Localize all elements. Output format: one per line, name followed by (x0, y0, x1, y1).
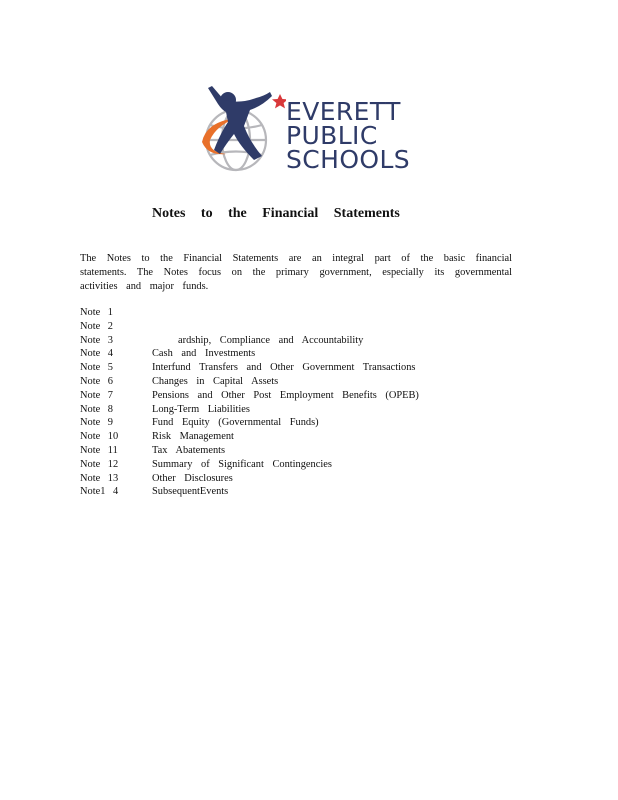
note-title: Pensions and Other Post Employment Benefits (OPEB) (152, 389, 419, 401)
note-number: Note 3 (80, 334, 113, 346)
intro-paragraph: The Notes to the Financial Statements are an integral part of the basic financial statements. The Notes focus on the primary government, especially its governmental activities and major funds. (80, 253, 512, 292)
page-title: Notes to the Financial Statements (152, 206, 400, 221)
list-item (80, 334, 500, 348)
list-item (80, 458, 500, 472)
list-item (80, 403, 500, 417)
logo-line-everett: EVERETT (286, 97, 401, 126)
note-number: Note 5 (80, 362, 113, 374)
note-number: Note 4 (80, 348, 113, 360)
notes-list (80, 306, 500, 499)
logo-wordmark (286, 97, 411, 174)
list-item (80, 320, 500, 334)
note-number: Note 7 (80, 389, 113, 401)
note-number: Note 1 (80, 307, 113, 318)
list-item (80, 361, 500, 375)
note-number: Note1 4 (80, 486, 119, 498)
note-number: Note 11 (80, 444, 118, 456)
everett-public-schools-logo (196, 82, 422, 182)
list-item (80, 375, 500, 389)
note-title: Changes in Capital Assets (152, 375, 279, 387)
note-number: Note 9 (80, 417, 113, 429)
list-item (80, 416, 500, 430)
note-title: Other Disclosures (152, 472, 233, 484)
note-number: Note 2 (80, 320, 113, 332)
logo-line-schools: SCHOOLS (286, 145, 411, 174)
list-item (80, 306, 500, 320)
note-title: Risk Management (152, 431, 234, 443)
note-title: Long-Term Liabilities (152, 403, 250, 415)
list-item (80, 485, 500, 499)
note-number: Note 10 (80, 431, 119, 443)
note-title: SubsequentEvents (152, 486, 229, 498)
note-title: Fund Equity (Governmental Funds) (152, 417, 319, 429)
list-item (80, 444, 500, 458)
note-number: Note 6 (80, 375, 113, 387)
logo-mark-icon (196, 82, 286, 182)
list-item (80, 430, 500, 444)
note-number: Note 8 (80, 403, 113, 415)
note-title: ardship, Compliance and Accountability (178, 334, 364, 346)
note-title: Summary of Significant Contingencies (152, 458, 332, 470)
list-item (80, 472, 500, 486)
note-title: Cash and Investments (152, 348, 256, 360)
note-title: Interfund Transfers and Other Government Transactions (152, 362, 416, 374)
logo-line-public: PUBLIC (286, 121, 378, 150)
note-title: Tax Abatements (152, 444, 226, 456)
note-number: Note 13 (80, 472, 119, 484)
list-item (80, 347, 500, 361)
list-item (80, 389, 500, 403)
note-number: Note 12 (80, 458, 119, 470)
